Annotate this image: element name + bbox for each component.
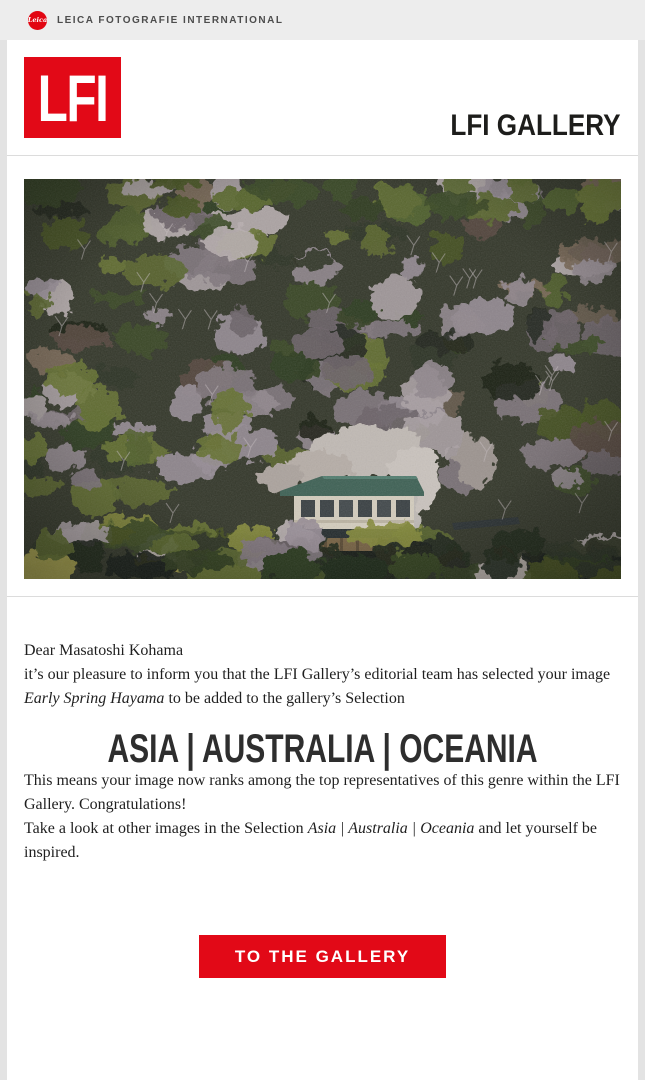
invite-paragraph <box>24 817 621 865</box>
leica-script-text: Leica <box>28 16 47 24</box>
hero-section <box>7 156 638 597</box>
leica-logo-icon <box>28 11 47 30</box>
header <box>7 40 638 156</box>
salutation: Dear Masatoshi Kohama <box>24 642 184 659</box>
lfi-logo-text: LFI <box>37 60 108 135</box>
lfi-logo[interactable] <box>24 57 121 138</box>
to-the-gallery-button[interactable]: TO THE GALLERY <box>199 935 446 978</box>
email-body <box>7 40 638 1080</box>
image-title: Early Spring Hayama <box>24 690 165 707</box>
intro-text-before: it’s our pleasure to inform you that the LFI Gallery’s editorial team has selected your image <box>24 666 611 683</box>
message-body <box>7 597 638 978</box>
congrats-paragraph: This means your image now ranks among the top representatives of this genre within the LFI Gallery. Congratulations! <box>24 772 620 813</box>
brand-name: LEICA FOTOGRAFIE INTERNATIONAL <box>57 14 284 26</box>
invite-text-after: and let yourself be inspired. <box>24 820 598 861</box>
hero-photo[interactable] <box>24 179 621 579</box>
preheader-bar <box>0 0 645 40</box>
intro-paragraph <box>24 663 621 711</box>
invite-text-before: Take a look at other images in the Selection <box>24 820 308 837</box>
selection-heading: ASIA | AUSTRALIA | OCEANIA <box>107 727 538 771</box>
gallery-title[interactable]: LFI GALLERY <box>450 109 621 142</box>
selection-name: Asia | Australia | Oceania <box>307 820 475 837</box>
cta-row <box>24 935 621 978</box>
hero-photo-art <box>24 179 621 579</box>
intro-text-after: to be added to the gallery’s Selection <box>164 690 405 707</box>
